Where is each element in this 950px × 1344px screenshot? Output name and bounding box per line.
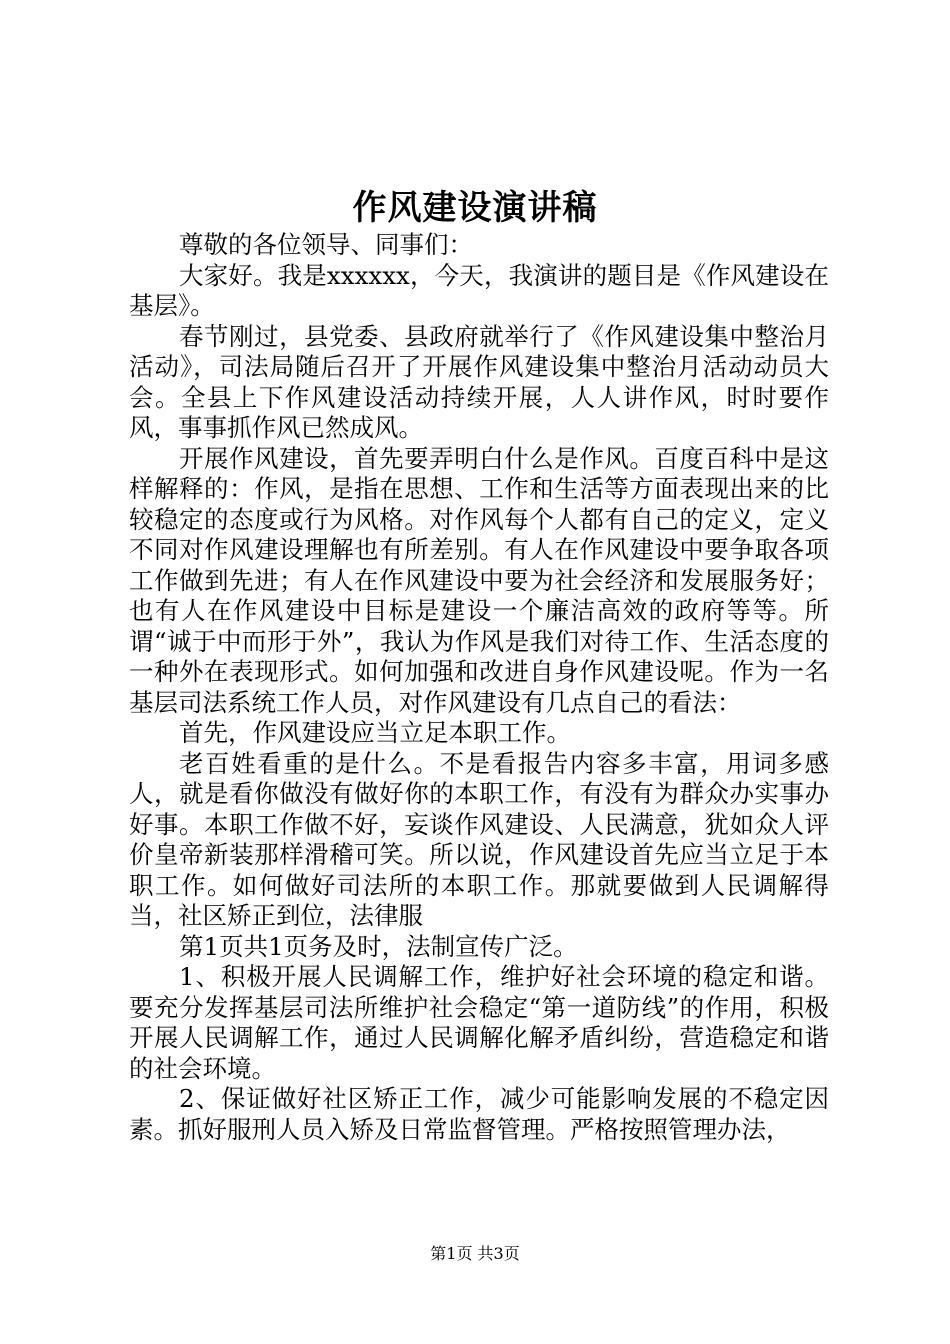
paragraph-definition: 开展作风建设，首先要弄明白什么是作风。百度百科中是这样解释的：作风，是指在思想、工作和生活等方面表现出来的比较稳定的态度或行为风格。对作风每个人都有自己的定义，定义不同对作风建设理解也有所差别。有人在作风建设中要争取各项工作做到先进；有人在作风建设中要为社会经济和发展服务好；也有人在作风建设中目标是建设一个廉洁高效的政府等等。所谓“诚于中而形于外”，我认为作风是我们对待工作、生活态度的一种外在表现形式。如何加强和改进自身作风建设呢。作为一名基层司法系统工作人员，对作风建设有几点自己的看法：: [129, 443, 829, 717]
document-body: [129, 230, 829, 1145]
paragraph-item-2: 2、保证做好社区矫正工作，减少可能影响发展的不稳定因素。抓好服刑人员入矫及日常监督管理。严格按照管理办法，: [129, 1084, 829, 1144]
page-footer: 第1页 共3页: [430, 1244, 520, 1263]
paragraph-first-point: 首先，作风建设应当立足本职工作。: [179, 718, 571, 747]
paragraph-greeting: 尊敬的各位领导、同事们：: [179, 230, 473, 259]
paragraph-continuation: 第1页共1页务及时，法制宣传广泛。: [179, 931, 578, 961]
paragraph-duty: 老百姓看重的是什么。不是看报告内容多丰富，用词多感人，就是看你做没有做好你的本职工作，有没有为群众办实事办好事。本职工作做不好，妄谈作风建设、人民满意，犹如众人评价皇帝新装那样滑稽可笑。所以说，作风建设首先应当立足于本职工作。如何做好司法所的本职工作。那就要做到人民调解得当，社区矫正到位，法律服: [129, 748, 829, 930]
paragraph-intro: 大家好。我是xxxxxx，今天，我演讲的题目是《作风建设在基层》。: [129, 260, 829, 320]
paragraph-item-1: 1、积极开展人民调解工作，维护好社会环境的稳定和谐。要充分发挥基层司法所维护社会稳定“第一道防线”的作用，积极开展人民调解工作，通过人民调解化解矛盾纠纷，营造稳定和谐的社会环境。: [129, 962, 829, 1083]
document-title: 作风建设演讲稿: [352, 188, 598, 228]
paragraph-background: 春节刚过，县党委、县政府就举行了《作风建设集中整治月活动》，司法局随后召开了开展作风建设集中整治月活动动员大会。全县上下作风建设活动持续开展，人人讲作风，时时要作风，事事抓作风已然成风。: [129, 321, 829, 442]
